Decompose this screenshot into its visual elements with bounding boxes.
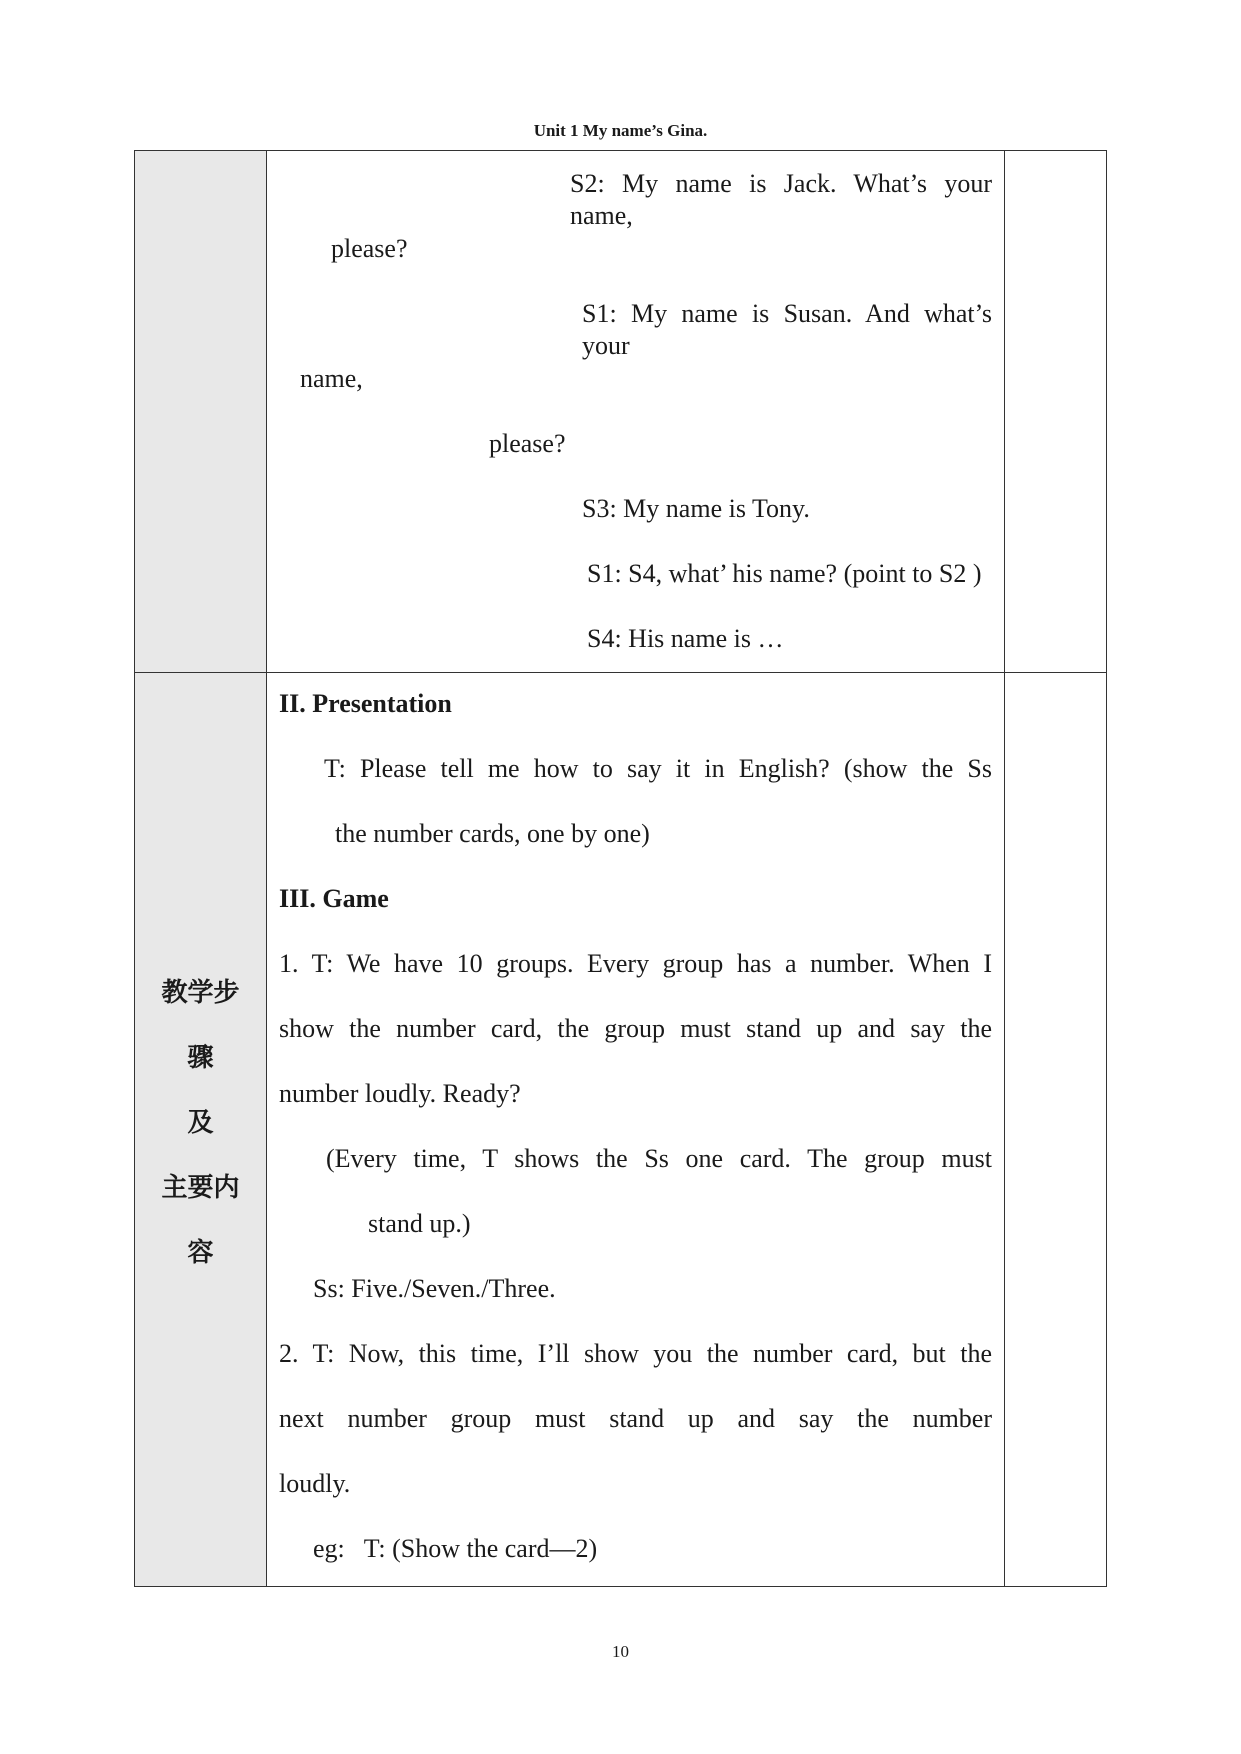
- row2-content-cell: [266, 672, 1005, 1587]
- game-line: 2. T: Now, this time, I’ll show you the number card, but the: [279, 1339, 992, 1368]
- game-line: next number group must stand up and say the number: [279, 1404, 992, 1433]
- page-number: 10: [612, 1642, 629, 1661]
- dialog-line: S4: His name is …: [587, 624, 784, 653]
- row2-notes-cell: [1004, 672, 1107, 1587]
- dialog-line: name,: [300, 364, 363, 393]
- game-line: show the number card, the group must stand up and say the: [279, 1014, 992, 1043]
- row2-label-cell: [134, 672, 267, 1587]
- game-line: (Every time, T shows the Ss one card. The group must: [326, 1144, 992, 1173]
- game-line: loudly.: [279, 1469, 351, 1498]
- game-line: 1. T: We have 10 groups. Every group has a number. When I: [279, 949, 992, 978]
- dialog-line: please?: [489, 429, 566, 458]
- section-label-line: 骤: [187, 1043, 214, 1073]
- page-header-title: Unit 1 My name’s Gina.: [533, 121, 708, 140]
- section-label-line: 及: [187, 1108, 214, 1138]
- game-line: Ss: Five./Seven./Three.: [313, 1274, 556, 1303]
- dialog-line: S1: My name is Susan. And what’s your: [582, 299, 992, 360]
- row1-content-cell: [266, 150, 1005, 673]
- dialog-line: please?: [331, 234, 408, 263]
- row1-label-cell: [134, 150, 267, 673]
- section-label-line: 容: [187, 1238, 214, 1268]
- presentation-line: T: Please tell me how to say it in English? (show the Ss: [324, 754, 992, 783]
- section-label-line: 教学步: [161, 978, 240, 1008]
- presentation-heading: II. Presentation: [279, 689, 452, 718]
- dialog-line: S2: My name is Jack. What’s your name,: [570, 169, 992, 230]
- game-line: stand up.): [368, 1209, 471, 1238]
- row1-notes-cell: [1004, 150, 1107, 673]
- game-heading: III. Game: [279, 884, 389, 913]
- game-line: number loudly. Ready?: [279, 1079, 521, 1108]
- lesson-plan-table: [134, 150, 1107, 1587]
- presentation-line: the number cards, one by one): [335, 819, 650, 848]
- game-line: eg: T: (Show the card—2): [313, 1534, 598, 1563]
- dialog-line: S1: S4, what’ his name? (point to S2 ): [587, 559, 982, 588]
- dialog-line: S3: My name is Tony.: [582, 494, 810, 523]
- section-label-line: 主要内: [161, 1173, 240, 1203]
